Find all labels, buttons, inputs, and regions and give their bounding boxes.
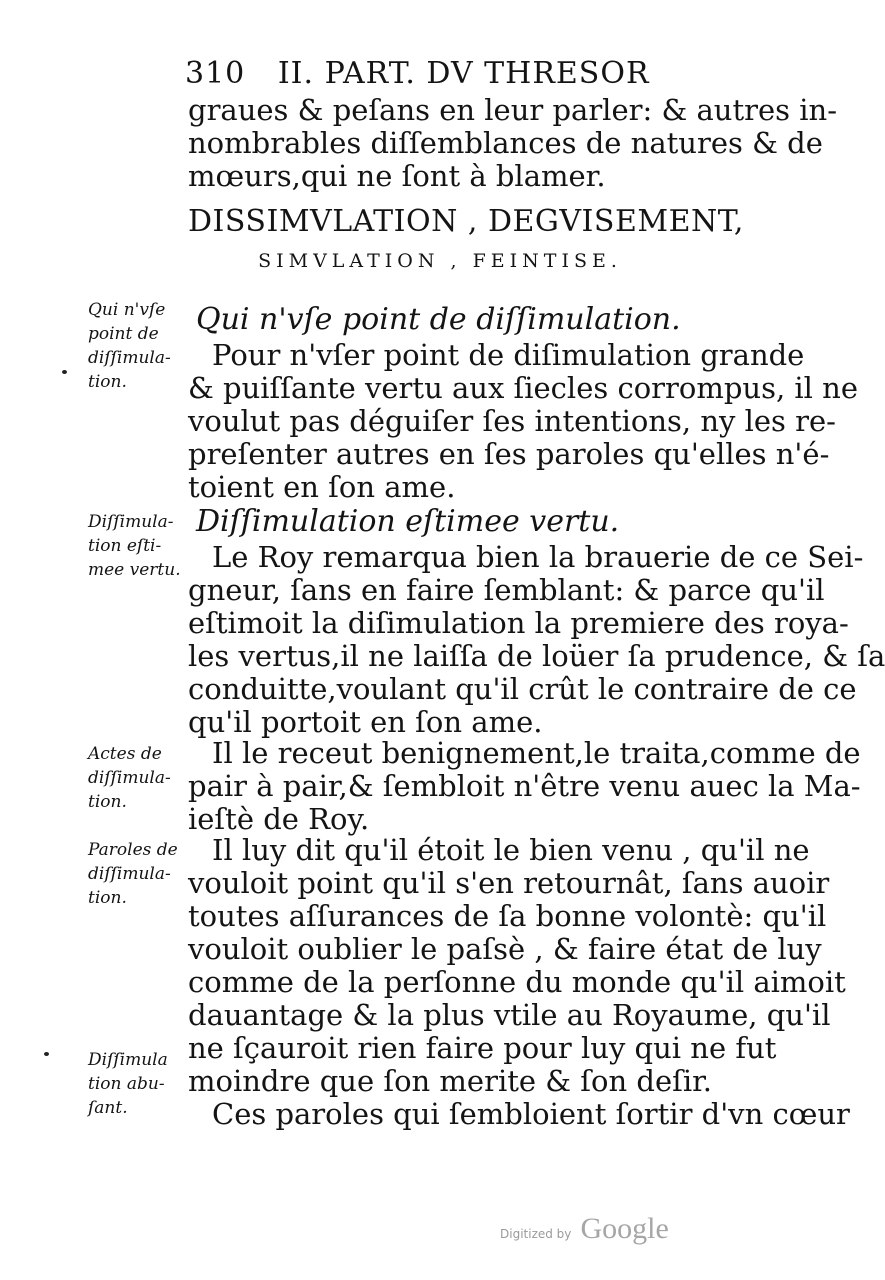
page-number: 310 bbox=[185, 56, 246, 91]
ink-speck bbox=[62, 370, 67, 374]
text-line: pair à pair,& ſembloit n'être venu auec la Ma- bbox=[188, 769, 861, 803]
margin-note-line: diſſimula- bbox=[88, 768, 171, 788]
text-line: toient en ſon ame. bbox=[188, 470, 456, 504]
text-line: ne ſçauroit rien faire pour luy qui ne fut bbox=[188, 1031, 777, 1065]
text-line: preſenter autres en ſes paroles qu'elles n'é- bbox=[188, 437, 830, 471]
text-line: & puiſſante vertu aux ſiecles corrompus, il ne bbox=[188, 371, 859, 405]
text-line: qu'il portoit en ſon ame. bbox=[188, 705, 543, 739]
margin-note bbox=[88, 1048, 188, 1120]
margin-note-line: diſſimula- bbox=[88, 348, 171, 368]
text-line: dauantage & la plus vtile au Royaume, qu'il bbox=[188, 998, 831, 1032]
margin-note-line: Qui n'vſe bbox=[88, 300, 166, 320]
margin-note-line: Actes de bbox=[88, 744, 162, 764]
margin-note-line: tion eſti- bbox=[88, 536, 162, 556]
text-line: toutes aſſurances de ſa bonne volontè: qu'il bbox=[188, 899, 827, 933]
text-line: conduitte,voulant qu'il crût le contraire de ce bbox=[188, 672, 857, 706]
running-title: II. PART. DV THRESOR bbox=[277, 56, 650, 91]
margin-note-line: diſſimula- bbox=[88, 864, 171, 884]
margin-note bbox=[88, 510, 188, 582]
text-line: Ces paroles qui ſembloient ſortir d'vn cœur bbox=[212, 1097, 850, 1131]
section-subheading: SIMVLATION , FEINTISE. bbox=[258, 250, 622, 272]
margin-note-line: tion. bbox=[88, 888, 127, 908]
subheading-1: Qui n'vſe point de diſſimulation. bbox=[196, 302, 681, 337]
text-line: comme de la perſonne du monde qu'il aimoit bbox=[188, 965, 846, 999]
google-logo: Google bbox=[580, 1212, 669, 1245]
margin-note bbox=[88, 298, 188, 394]
intro-line: nombrables diſſemblances de natures & de bbox=[188, 126, 823, 160]
text-line: ieſtè de Roy. bbox=[188, 802, 370, 836]
watermark-prefix: Digitized by bbox=[500, 1227, 572, 1241]
running-header bbox=[185, 56, 655, 92]
text-line: Il luy dit qu'il étoit le bien venu , qu'il ne bbox=[212, 833, 810, 867]
subheading-2: Diſſimulation eſtimee vertu. bbox=[196, 504, 620, 539]
ink-speck bbox=[44, 1052, 49, 1056]
section-heading: DISSIMVLATION , DEGVISEMENT, bbox=[188, 204, 744, 239]
text-line: voulut pas déguiſer ſes intentions, ny les re- bbox=[188, 404, 836, 438]
margin-note-line: ſant. bbox=[88, 1098, 128, 1118]
margin-note-line: Diſſimula bbox=[88, 1050, 168, 1070]
text-line: Il le receut benignement,le traita,comme de bbox=[212, 736, 861, 770]
text-line: Pour n'vſer point de diſimulation grande bbox=[212, 338, 805, 372]
margin-note-line: tion. bbox=[88, 792, 127, 812]
margin-note-line: tion abu- bbox=[88, 1074, 165, 1094]
text-line: gneur, ſans en faire ſemblant: & parce qu'il bbox=[188, 573, 825, 607]
margin-note-line: point de bbox=[88, 324, 159, 344]
margin-note-line: tion. bbox=[88, 372, 127, 392]
text-line: vouloit oublier le paſsè , & faire état de luy bbox=[188, 932, 822, 966]
margin-note-line: Diſſimula- bbox=[88, 512, 174, 532]
intro-line: mœurs,qui ne ſont à blamer. bbox=[188, 159, 606, 193]
margin-note bbox=[88, 838, 188, 910]
intro-line: graues & peſans en leur parler: & autres in- bbox=[188, 93, 838, 127]
margin-note bbox=[88, 742, 188, 814]
digitized-watermark bbox=[500, 1212, 669, 1246]
margin-note-line: Paroles de bbox=[88, 840, 178, 860]
text-line: eſtimoit la diſimulation la premiere des roya- bbox=[188, 606, 849, 640]
text-line: moindre que ſon merite & ſon deſir. bbox=[188, 1064, 713, 1098]
margin-note-line: mee vertu. bbox=[88, 560, 181, 580]
text-line: vouloit point qu'il s'en retournât, ſans auoir bbox=[188, 866, 830, 900]
text-line: Le Roy remarqua bien la brauerie de ce Sei- bbox=[212, 540, 864, 574]
text-line: les vertus,il ne laiſſa de loüer ſa prudence, & ſa bbox=[188, 639, 885, 673]
